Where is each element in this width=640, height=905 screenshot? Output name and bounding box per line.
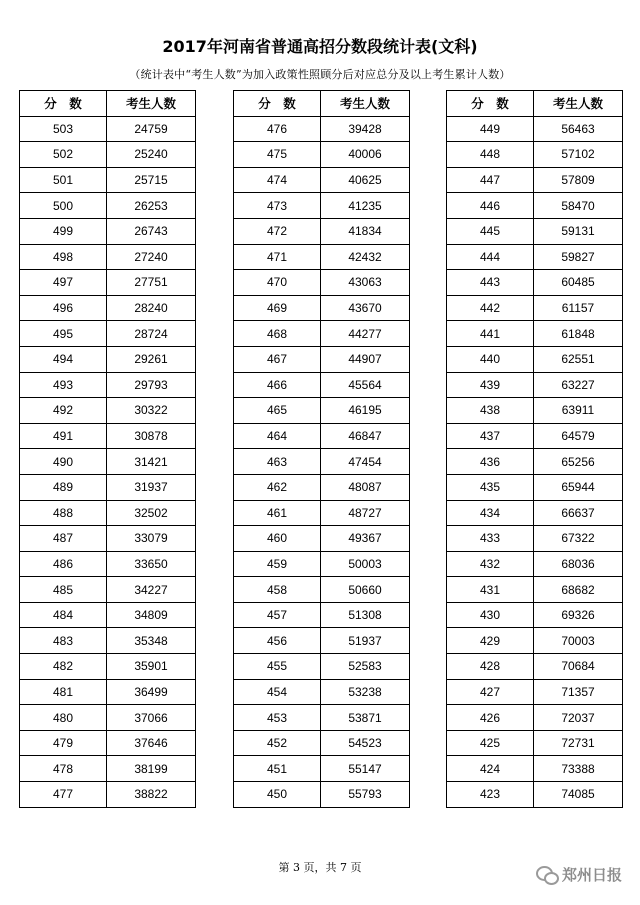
count-cell: 39428 bbox=[321, 116, 410, 142]
count-cell: 73388 bbox=[534, 756, 623, 782]
table-row bbox=[234, 551, 410, 577]
score-cell: 496 bbox=[20, 295, 107, 321]
table-row bbox=[20, 372, 196, 398]
score-cell: 484 bbox=[20, 602, 107, 628]
score-cell: 462 bbox=[234, 474, 321, 500]
count-cell: 58470 bbox=[534, 193, 623, 219]
count-cell: 42432 bbox=[321, 244, 410, 270]
count-cell: 37646 bbox=[107, 730, 196, 756]
table-row bbox=[20, 398, 196, 424]
count-cell: 70684 bbox=[534, 654, 623, 680]
table-row bbox=[447, 551, 623, 577]
table-row bbox=[447, 602, 623, 628]
table-row bbox=[234, 730, 410, 756]
count-cell: 35901 bbox=[107, 654, 196, 680]
count-cell: 26743 bbox=[107, 218, 196, 244]
table-row bbox=[20, 551, 196, 577]
table-row bbox=[447, 398, 623, 424]
score-cell: 472 bbox=[234, 218, 321, 244]
count-cell: 30322 bbox=[107, 398, 196, 424]
score-cell: 485 bbox=[20, 577, 107, 603]
count-cell: 27240 bbox=[107, 244, 196, 270]
table-row bbox=[447, 577, 623, 603]
table-row bbox=[447, 679, 623, 705]
score-cell: 476 bbox=[234, 116, 321, 142]
table-row bbox=[20, 577, 196, 603]
score-table-1 bbox=[19, 90, 196, 808]
table-row bbox=[447, 142, 623, 168]
count-cell: 72731 bbox=[534, 730, 623, 756]
score-cell: 438 bbox=[447, 398, 534, 424]
table-row bbox=[447, 782, 623, 808]
score-cell: 457 bbox=[234, 602, 321, 628]
count-cell: 51937 bbox=[321, 628, 410, 654]
score-cell: 436 bbox=[447, 449, 534, 475]
table-row bbox=[234, 654, 410, 680]
count-cell: 69326 bbox=[534, 602, 623, 628]
table-row bbox=[20, 474, 196, 500]
score-cell: 464 bbox=[234, 423, 321, 449]
table-row bbox=[234, 244, 410, 270]
count-cell: 27751 bbox=[107, 270, 196, 296]
count-cell: 34227 bbox=[107, 577, 196, 603]
count-cell: 56463 bbox=[534, 116, 623, 142]
wechat-icon bbox=[536, 866, 558, 884]
table-row bbox=[447, 423, 623, 449]
score-cell: 461 bbox=[234, 500, 321, 526]
count-cell: 49367 bbox=[321, 526, 410, 552]
score-cell: 501 bbox=[20, 167, 107, 193]
table-row bbox=[447, 474, 623, 500]
score-cell: 447 bbox=[447, 167, 534, 193]
count-cell: 59827 bbox=[534, 244, 623, 270]
score-cell: 494 bbox=[20, 346, 107, 372]
score-cell: 502 bbox=[20, 142, 107, 168]
score-cell: 483 bbox=[20, 628, 107, 654]
score-cell: 481 bbox=[20, 679, 107, 705]
table-row bbox=[234, 679, 410, 705]
table-row bbox=[447, 526, 623, 552]
count-cell: 55147 bbox=[321, 756, 410, 782]
score-cell: 424 bbox=[447, 756, 534, 782]
count-cell: 35348 bbox=[107, 628, 196, 654]
count-cell: 31937 bbox=[107, 474, 196, 500]
table-row bbox=[447, 500, 623, 526]
score-cell: 480 bbox=[20, 705, 107, 731]
count-cell: 70003 bbox=[534, 628, 623, 654]
table-row bbox=[20, 167, 196, 193]
table-row bbox=[20, 526, 196, 552]
score-cell: 487 bbox=[20, 526, 107, 552]
table-row bbox=[447, 193, 623, 219]
table-row bbox=[20, 244, 196, 270]
table-row bbox=[234, 142, 410, 168]
count-cell: 68682 bbox=[534, 577, 623, 603]
table-row bbox=[447, 321, 623, 347]
score-table-2 bbox=[233, 90, 410, 808]
table-row bbox=[20, 218, 196, 244]
table-row bbox=[234, 193, 410, 219]
table-row bbox=[447, 270, 623, 296]
table-row bbox=[234, 602, 410, 628]
count-cell: 65944 bbox=[534, 474, 623, 500]
score-cell: 425 bbox=[447, 730, 534, 756]
table-row bbox=[234, 577, 410, 603]
count-cell: 50003 bbox=[321, 551, 410, 577]
table-row bbox=[20, 679, 196, 705]
table-row bbox=[20, 602, 196, 628]
score-cell: 471 bbox=[234, 244, 321, 270]
count-cell: 51308 bbox=[321, 602, 410, 628]
score-cell: 503 bbox=[20, 116, 107, 142]
score-cell: 431 bbox=[447, 577, 534, 603]
table-row bbox=[234, 756, 410, 782]
table-row bbox=[234, 449, 410, 475]
count-cell: 59131 bbox=[534, 218, 623, 244]
score-cell: 444 bbox=[447, 244, 534, 270]
score-cell: 482 bbox=[20, 654, 107, 680]
score-cell: 435 bbox=[447, 474, 534, 500]
table-row bbox=[447, 167, 623, 193]
header-count: 考生人数 bbox=[534, 91, 623, 117]
table-row bbox=[447, 730, 623, 756]
count-cell: 66637 bbox=[534, 500, 623, 526]
count-cell: 71357 bbox=[534, 679, 623, 705]
score-cell: 467 bbox=[234, 346, 321, 372]
score-cell: 469 bbox=[234, 295, 321, 321]
table-row bbox=[447, 654, 623, 680]
count-cell: 25715 bbox=[107, 167, 196, 193]
count-cell: 48087 bbox=[321, 474, 410, 500]
score-cell: 486 bbox=[20, 551, 107, 577]
count-cell: 47454 bbox=[321, 449, 410, 475]
table-row bbox=[20, 321, 196, 347]
score-cell: 458 bbox=[234, 577, 321, 603]
count-cell: 54523 bbox=[321, 730, 410, 756]
score-cell: 489 bbox=[20, 474, 107, 500]
score-cell: 450 bbox=[234, 782, 321, 808]
score-cell: 426 bbox=[447, 705, 534, 731]
score-cell: 493 bbox=[20, 372, 107, 398]
table-row bbox=[20, 295, 196, 321]
count-cell: 33079 bbox=[107, 526, 196, 552]
score-cell: 465 bbox=[234, 398, 321, 424]
score-cell: 432 bbox=[447, 551, 534, 577]
table-row bbox=[234, 474, 410, 500]
count-cell: 64579 bbox=[534, 423, 623, 449]
count-cell: 44907 bbox=[321, 346, 410, 372]
score-cell: 470 bbox=[234, 270, 321, 296]
table-row bbox=[234, 167, 410, 193]
table-row bbox=[234, 372, 410, 398]
count-cell: 46195 bbox=[321, 398, 410, 424]
score-cell: 477 bbox=[20, 782, 107, 808]
table-row bbox=[234, 116, 410, 142]
score-cell: 441 bbox=[447, 321, 534, 347]
table-row bbox=[20, 193, 196, 219]
score-cell: 448 bbox=[447, 142, 534, 168]
table-row bbox=[20, 142, 196, 168]
table-row bbox=[20, 500, 196, 526]
count-cell: 31421 bbox=[107, 449, 196, 475]
count-cell: 34809 bbox=[107, 602, 196, 628]
header-count: 考生人数 bbox=[107, 91, 196, 117]
score-cell: 446 bbox=[447, 193, 534, 219]
score-cell: 437 bbox=[447, 423, 534, 449]
count-cell: 48727 bbox=[321, 500, 410, 526]
count-cell: 33650 bbox=[107, 551, 196, 577]
count-cell: 43063 bbox=[321, 270, 410, 296]
table-row bbox=[447, 628, 623, 654]
count-cell: 67322 bbox=[534, 526, 623, 552]
count-cell: 38199 bbox=[107, 756, 196, 782]
table-row bbox=[447, 295, 623, 321]
score-cell: 427 bbox=[447, 679, 534, 705]
table-row bbox=[447, 372, 623, 398]
count-cell: 74085 bbox=[534, 782, 623, 808]
score-cell: 500 bbox=[20, 193, 107, 219]
header-score: 分 数 bbox=[447, 91, 534, 117]
score-cell: 429 bbox=[447, 628, 534, 654]
count-cell: 40625 bbox=[321, 167, 410, 193]
page-footer: 第 3 页，共 7 页 bbox=[278, 861, 362, 874]
score-cell: 490 bbox=[20, 449, 107, 475]
table-row bbox=[234, 218, 410, 244]
count-cell: 72037 bbox=[534, 705, 623, 731]
count-cell: 29261 bbox=[107, 346, 196, 372]
table-row bbox=[447, 705, 623, 731]
table-row bbox=[234, 295, 410, 321]
table-row bbox=[234, 526, 410, 552]
count-cell: 63227 bbox=[534, 372, 623, 398]
table-row bbox=[20, 423, 196, 449]
table-row bbox=[234, 500, 410, 526]
count-cell: 61157 bbox=[534, 295, 623, 321]
table-row bbox=[234, 782, 410, 808]
page-subtitle: （统计表中“考生人数”为加入政策性照顾分后对应总分及以上考生累计人数） bbox=[129, 68, 511, 81]
table-row bbox=[234, 346, 410, 372]
table-row bbox=[234, 705, 410, 731]
header-count: 考生人数 bbox=[321, 91, 410, 117]
count-cell: 45564 bbox=[321, 372, 410, 398]
count-cell: 53238 bbox=[321, 679, 410, 705]
score-cell: 497 bbox=[20, 270, 107, 296]
table-row bbox=[447, 756, 623, 782]
table-row bbox=[234, 628, 410, 654]
table-row bbox=[234, 270, 410, 296]
table-row bbox=[20, 628, 196, 654]
score-cell: 454 bbox=[234, 679, 321, 705]
count-cell: 32502 bbox=[107, 500, 196, 526]
score-cell: 455 bbox=[234, 654, 321, 680]
count-cell: 26253 bbox=[107, 193, 196, 219]
table-row bbox=[447, 346, 623, 372]
score-cell: 488 bbox=[20, 500, 107, 526]
count-cell: 55793 bbox=[321, 782, 410, 808]
count-cell: 62551 bbox=[534, 346, 623, 372]
header-score: 分 数 bbox=[20, 91, 107, 117]
count-cell: 24759 bbox=[107, 116, 196, 142]
count-cell: 60485 bbox=[534, 270, 623, 296]
page-title: 2017年河南省普通高招分数段统计表(文科) bbox=[162, 37, 478, 56]
table-row bbox=[20, 705, 196, 731]
count-cell: 41235 bbox=[321, 193, 410, 219]
count-cell: 68036 bbox=[534, 551, 623, 577]
score-cell: 440 bbox=[447, 346, 534, 372]
count-cell: 38822 bbox=[107, 782, 196, 808]
score-cell: 443 bbox=[447, 270, 534, 296]
score-cell: 451 bbox=[234, 756, 321, 782]
score-cell: 449 bbox=[447, 116, 534, 142]
score-cell: 474 bbox=[234, 167, 321, 193]
count-cell: 53871 bbox=[321, 705, 410, 731]
score-cell: 478 bbox=[20, 756, 107, 782]
table-row bbox=[447, 244, 623, 270]
score-cell: 463 bbox=[234, 449, 321, 475]
score-cell: 452 bbox=[234, 730, 321, 756]
score-cell: 491 bbox=[20, 423, 107, 449]
table-row bbox=[20, 116, 196, 142]
table-row bbox=[447, 116, 623, 142]
score-cell: 445 bbox=[447, 218, 534, 244]
score-cell: 442 bbox=[447, 295, 534, 321]
score-cell: 468 bbox=[234, 321, 321, 347]
count-cell: 44277 bbox=[321, 321, 410, 347]
score-cell: 479 bbox=[20, 730, 107, 756]
count-cell: 57809 bbox=[534, 167, 623, 193]
table-row bbox=[20, 270, 196, 296]
score-cell: 466 bbox=[234, 372, 321, 398]
score-cell: 460 bbox=[234, 526, 321, 552]
watermark bbox=[536, 864, 622, 885]
count-cell: 28724 bbox=[107, 321, 196, 347]
count-cell: 63911 bbox=[534, 398, 623, 424]
count-cell: 65256 bbox=[534, 449, 623, 475]
count-cell: 28240 bbox=[107, 295, 196, 321]
count-cell: 61848 bbox=[534, 321, 623, 347]
watermark-text: 郑州日报 bbox=[561, 866, 622, 884]
table-row bbox=[234, 321, 410, 347]
score-cell: 475 bbox=[234, 142, 321, 168]
count-cell: 36499 bbox=[107, 679, 196, 705]
score-cell: 456 bbox=[234, 628, 321, 654]
table-row bbox=[20, 449, 196, 475]
table-row bbox=[234, 423, 410, 449]
score-cell: 428 bbox=[447, 654, 534, 680]
table-row bbox=[20, 346, 196, 372]
score-cell: 498 bbox=[20, 244, 107, 270]
score-cell: 439 bbox=[447, 372, 534, 398]
score-cell: 434 bbox=[447, 500, 534, 526]
score-table-3 bbox=[446, 90, 623, 808]
count-cell: 40006 bbox=[321, 142, 410, 168]
count-cell: 37066 bbox=[107, 705, 196, 731]
score-cell: 459 bbox=[234, 551, 321, 577]
count-cell: 41834 bbox=[321, 218, 410, 244]
header-score: 分 数 bbox=[234, 91, 321, 117]
count-cell: 43670 bbox=[321, 295, 410, 321]
count-cell: 46847 bbox=[321, 423, 410, 449]
score-cell: 499 bbox=[20, 218, 107, 244]
table-row bbox=[20, 654, 196, 680]
count-cell: 25240 bbox=[107, 142, 196, 168]
score-cell: 473 bbox=[234, 193, 321, 219]
table-row bbox=[447, 218, 623, 244]
count-cell: 50660 bbox=[321, 577, 410, 603]
table-row bbox=[20, 782, 196, 808]
score-cell: 492 bbox=[20, 398, 107, 424]
score-cell: 423 bbox=[447, 782, 534, 808]
table-row bbox=[20, 730, 196, 756]
score-cell: 453 bbox=[234, 705, 321, 731]
count-cell: 29793 bbox=[107, 372, 196, 398]
table-row bbox=[20, 756, 196, 782]
score-cell: 430 bbox=[447, 602, 534, 628]
count-cell: 30878 bbox=[107, 423, 196, 449]
table-row bbox=[447, 449, 623, 475]
count-cell: 52583 bbox=[321, 654, 410, 680]
score-cell: 495 bbox=[20, 321, 107, 347]
table-row bbox=[234, 398, 410, 424]
count-cell: 57102 bbox=[534, 142, 623, 168]
score-cell: 433 bbox=[447, 526, 534, 552]
